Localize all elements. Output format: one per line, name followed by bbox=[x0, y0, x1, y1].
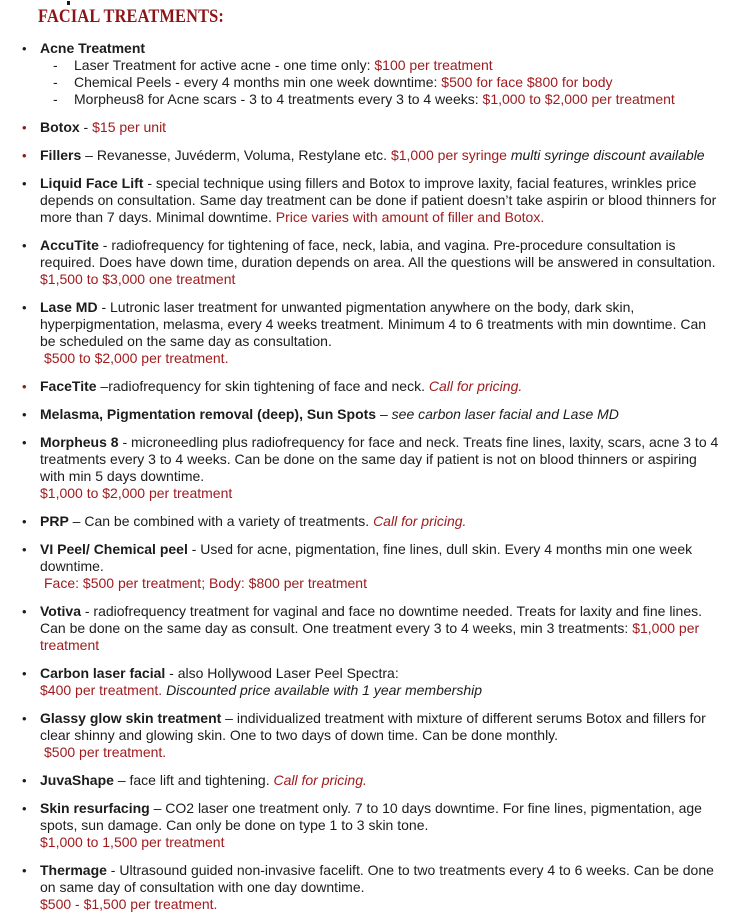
bullet-icon: • bbox=[22, 666, 27, 681]
note-text: Discounted price available with 1 year membership bbox=[166, 682, 483, 698]
price-text: $15 per unit bbox=[92, 119, 167, 135]
treatment-item-thermage bbox=[22, 862, 722, 913]
treatment-list bbox=[22, 40, 722, 913]
text-line bbox=[40, 119, 722, 136]
treatment-content bbox=[40, 665, 722, 699]
bullet-icon: • bbox=[22, 542, 27, 557]
price-text: $1,000 to $2,000 per treatment bbox=[40, 485, 233, 501]
sub-text-line bbox=[74, 91, 675, 108]
text-line bbox=[40, 237, 722, 271]
text-line bbox=[40, 175, 722, 226]
sub-treatment-item bbox=[40, 74, 722, 91]
text-line bbox=[40, 406, 722, 423]
treatment-name: Fillers bbox=[40, 147, 82, 163]
text-line bbox=[40, 40, 722, 57]
body-text: Laser Treatment for active acne - one time only: bbox=[74, 57, 375, 73]
body-text: - Lutronic laser treatment for unwanted pigmentation anywhere on the body, dark skin, hyperpigmentation, melasma, every 4 weeks treatment. Minimum 4 to 6 treatments with min downtime. Can be scheduled on the same day as consultation. bbox=[40, 299, 707, 349]
treatment-name: Glassy glow skin treatment bbox=[40, 710, 222, 726]
treatment-content bbox=[40, 772, 722, 789]
treatment-name: Liquid Face Lift bbox=[40, 175, 144, 191]
note-text: see carbon laser facial and Lase MD bbox=[391, 406, 619, 422]
bullet-icon: • bbox=[22, 773, 27, 788]
bullet-icon: • bbox=[22, 407, 27, 422]
body-text: - Used for acne, pigmentation, fine lines, dull skin. Every 4 months min one week downtime. bbox=[40, 541, 693, 574]
treatment-item-melasma-pigmentation-sun-spots bbox=[22, 406, 722, 423]
treatment-content bbox=[40, 378, 722, 395]
treatment-item-prp bbox=[22, 513, 722, 530]
price-text: Call for pricing. bbox=[273, 772, 367, 788]
body-text: - Ultrasound guided non-invasive facelift. One to two treatments every 4 to 6 weeks. Can be done on same day of consultation with one day downtime. bbox=[40, 862, 714, 895]
treatment-content bbox=[40, 237, 722, 288]
treatment-name: Acne Treatment bbox=[40, 40, 146, 56]
dash-bullet: - bbox=[53, 57, 58, 73]
sub-treatment-list bbox=[40, 57, 722, 108]
treatment-name: Morpheus 8 bbox=[40, 434, 119, 450]
body-text: - special technique using fillers and Botox to improve laxity, facial features, wrinkles price depends on consultation. Same day treatment can be done if patient doesn’t take aspirin or blood thinners for more than 7 days. Minimal downtime. bbox=[40, 175, 717, 225]
text-line bbox=[40, 896, 722, 913]
bullet-icon: • bbox=[22, 863, 27, 878]
body-text: - radiofrequency for tightening of face, neck, labia, and vagina. Pre-procedure consultation is required. Does have down time, duration depends on area. All the questions will be answered in consultation. bbox=[40, 237, 716, 270]
text-line bbox=[40, 485, 722, 502]
dash-bullet: - bbox=[53, 91, 58, 107]
body-text: - also Hollywood Laser Peel Spectra: bbox=[165, 665, 399, 681]
stray-mark bbox=[67, 1, 70, 5]
text-line bbox=[40, 299, 722, 350]
treatment-content bbox=[40, 513, 722, 530]
treatment-name: FaceTite bbox=[40, 378, 97, 394]
text-line bbox=[40, 682, 722, 699]
price-text: $1,500 to $3,000 one treatment bbox=[40, 271, 236, 287]
text-line bbox=[40, 665, 722, 682]
treatment-item-votiva bbox=[22, 603, 722, 654]
text-line bbox=[40, 541, 722, 575]
text-line bbox=[40, 434, 722, 485]
text-line bbox=[40, 147, 722, 164]
sub-treatment-item bbox=[40, 57, 722, 74]
treatment-item-vi-peel-chemical-peel bbox=[22, 541, 722, 592]
text-line bbox=[40, 710, 722, 744]
treatment-content bbox=[40, 175, 722, 226]
treatment-content bbox=[40, 40, 722, 108]
price-text: $1,000 per syringe bbox=[390, 147, 511, 163]
price-text: $1,000 to 1,500 per treatment bbox=[40, 834, 225, 850]
treatment-name: Carbon laser facial bbox=[40, 665, 166, 681]
treatment-item-lase-md bbox=[22, 299, 722, 367]
treatment-content bbox=[40, 862, 722, 913]
body-text: - radiofrequency treatment for vaginal and face no downtime needed. Treats for laxity and fine lines. Can be done on the same day as consult. One treatment every 3 to 4 weeks, min 3 treatments: bbox=[40, 603, 703, 636]
bullet-icon: • bbox=[22, 801, 27, 816]
note-text: multi syringe discount available bbox=[510, 147, 705, 163]
treatment-name: Votiva bbox=[40, 603, 81, 619]
text-line bbox=[40, 575, 722, 592]
treatment-content bbox=[40, 800, 722, 851]
treatment-content bbox=[40, 119, 722, 136]
price-text: $500 per treatment. bbox=[44, 744, 167, 760]
sub-text-line bbox=[74, 74, 613, 91]
text-line bbox=[40, 862, 722, 896]
treatment-content bbox=[40, 541, 722, 592]
treatment-item-accutite bbox=[22, 237, 722, 288]
price-text: $500 - $1,500 per treatment. bbox=[40, 896, 218, 912]
price-text: Call for pricing. bbox=[373, 513, 467, 529]
price-text: $500 for face $800 for body bbox=[441, 74, 613, 90]
bullet-icon: • bbox=[22, 711, 27, 726]
text-line bbox=[40, 513, 722, 530]
treatment-name: VI Peel/ Chemical peel bbox=[40, 541, 188, 557]
treatment-content bbox=[40, 603, 722, 654]
body-text: – CO2 laser one treatment only. 7 to 10 days downtime. For fine lines, pigmentation, age spots, sun damage. Can only be done on type 1 to 3 skin tone. bbox=[40, 800, 702, 833]
price-text: Price varies with amount of filler and Botox. bbox=[275, 209, 545, 225]
bullet-icon: • bbox=[22, 148, 27, 163]
text-line bbox=[40, 603, 722, 654]
bullet-icon: • bbox=[22, 300, 27, 315]
body-text: – bbox=[376, 406, 392, 422]
page-title: FACIAL TREATMENTS: bbox=[38, 6, 225, 27]
text-line bbox=[40, 800, 722, 834]
dash-bullet: - bbox=[53, 74, 58, 90]
treatment-item-juvashape bbox=[22, 772, 722, 789]
body-text: – Revanesse, Juvéderm, Voluma, Restylane etc. bbox=[81, 147, 391, 163]
bullet-icon: • bbox=[22, 604, 27, 619]
text-line bbox=[40, 350, 722, 367]
bullet-icon: • bbox=[22, 238, 27, 253]
body-text: – individualized treatment with mixture of different serums Botox and fillers for clear shinny and glowing skin. One to two days of down time. Can be done monthly. bbox=[40, 710, 706, 743]
treatment-content bbox=[40, 434, 722, 502]
treatment-item-acne-treatment bbox=[22, 40, 722, 108]
treatment-name: Melasma, Pigmentation removal (deep), Sun Spots bbox=[40, 406, 377, 422]
text-line bbox=[40, 271, 722, 288]
price-text: $400 per treatment. bbox=[40, 682, 163, 698]
treatment-name: PRP bbox=[40, 513, 69, 529]
body-text: Chemical Peels - every 4 months min one week downtime: bbox=[74, 74, 442, 90]
sub-treatment-item bbox=[40, 91, 722, 108]
treatment-item-skin-resurfacing bbox=[22, 800, 722, 851]
treatment-content bbox=[40, 710, 722, 761]
body-text: - bbox=[79, 119, 93, 135]
price-text: $500 to $2,000 per treatment. bbox=[44, 350, 229, 366]
treatment-name: AccuTite bbox=[40, 237, 99, 253]
bullet-icon: • bbox=[22, 120, 27, 135]
text-line bbox=[40, 834, 722, 851]
body-text: - microneedling plus radiofrequency for face and neck. Treats fine lines, laxity, scars, acne 3 to 4 treatments every 3 to 4 weeks. Can be done on the same day if patient is not on blood thinners or aspiring with min 5 days downtime. bbox=[40, 434, 719, 484]
bullet-icon: • bbox=[22, 379, 27, 394]
treatment-content bbox=[40, 406, 722, 423]
treatment-content bbox=[40, 299, 722, 367]
treatment-name: Skin resurfacing bbox=[40, 800, 150, 816]
text-line bbox=[40, 772, 722, 789]
sub-text-line bbox=[74, 57, 493, 74]
bullet-icon: • bbox=[22, 514, 27, 529]
bullet-icon: • bbox=[22, 41, 27, 56]
bullet-icon: • bbox=[22, 435, 27, 450]
text-line bbox=[40, 744, 722, 761]
treatment-name: Lase MD bbox=[40, 299, 98, 315]
treatment-item-morpheus-8 bbox=[22, 434, 722, 502]
treatment-item-glassy-glow-skin-treatment bbox=[22, 710, 722, 761]
body-text: – face lift and tightening. bbox=[113, 772, 274, 788]
body-text: Morpheus8 for Acne scars - 3 to 4 treatments every 3 to 4 weeks: bbox=[74, 91, 483, 107]
treatment-name: Thermage bbox=[40, 862, 107, 878]
price-text: $1,000 to $2,000 per treatment bbox=[482, 91, 675, 107]
bullet-icon: • bbox=[22, 176, 27, 191]
treatment-item-facetite bbox=[22, 378, 722, 395]
treatment-item-liquid-face-lift bbox=[22, 175, 722, 226]
price-text: Call for pricing. bbox=[428, 378, 523, 394]
text-line bbox=[40, 378, 722, 395]
treatment-item-botox bbox=[22, 119, 722, 136]
treatment-item-fillers bbox=[22, 147, 722, 164]
price-text: $1,000 per treatment bbox=[40, 620, 700, 653]
treatment-item-carbon-laser-facial bbox=[22, 665, 722, 699]
treatment-content bbox=[40, 147, 722, 164]
body-text: – Can be combined with a variety of treatments. bbox=[68, 513, 374, 529]
price-text: Face: $500 per treatment; Body: $800 per treatment bbox=[44, 575, 367, 591]
treatment-name: JuvaShape bbox=[40, 772, 114, 788]
price-text: $100 per treatment bbox=[374, 57, 493, 73]
body-text: –radiofrequency for skin tightening of face and neck. bbox=[96, 378, 429, 394]
treatment-name: Botox bbox=[40, 119, 80, 135]
